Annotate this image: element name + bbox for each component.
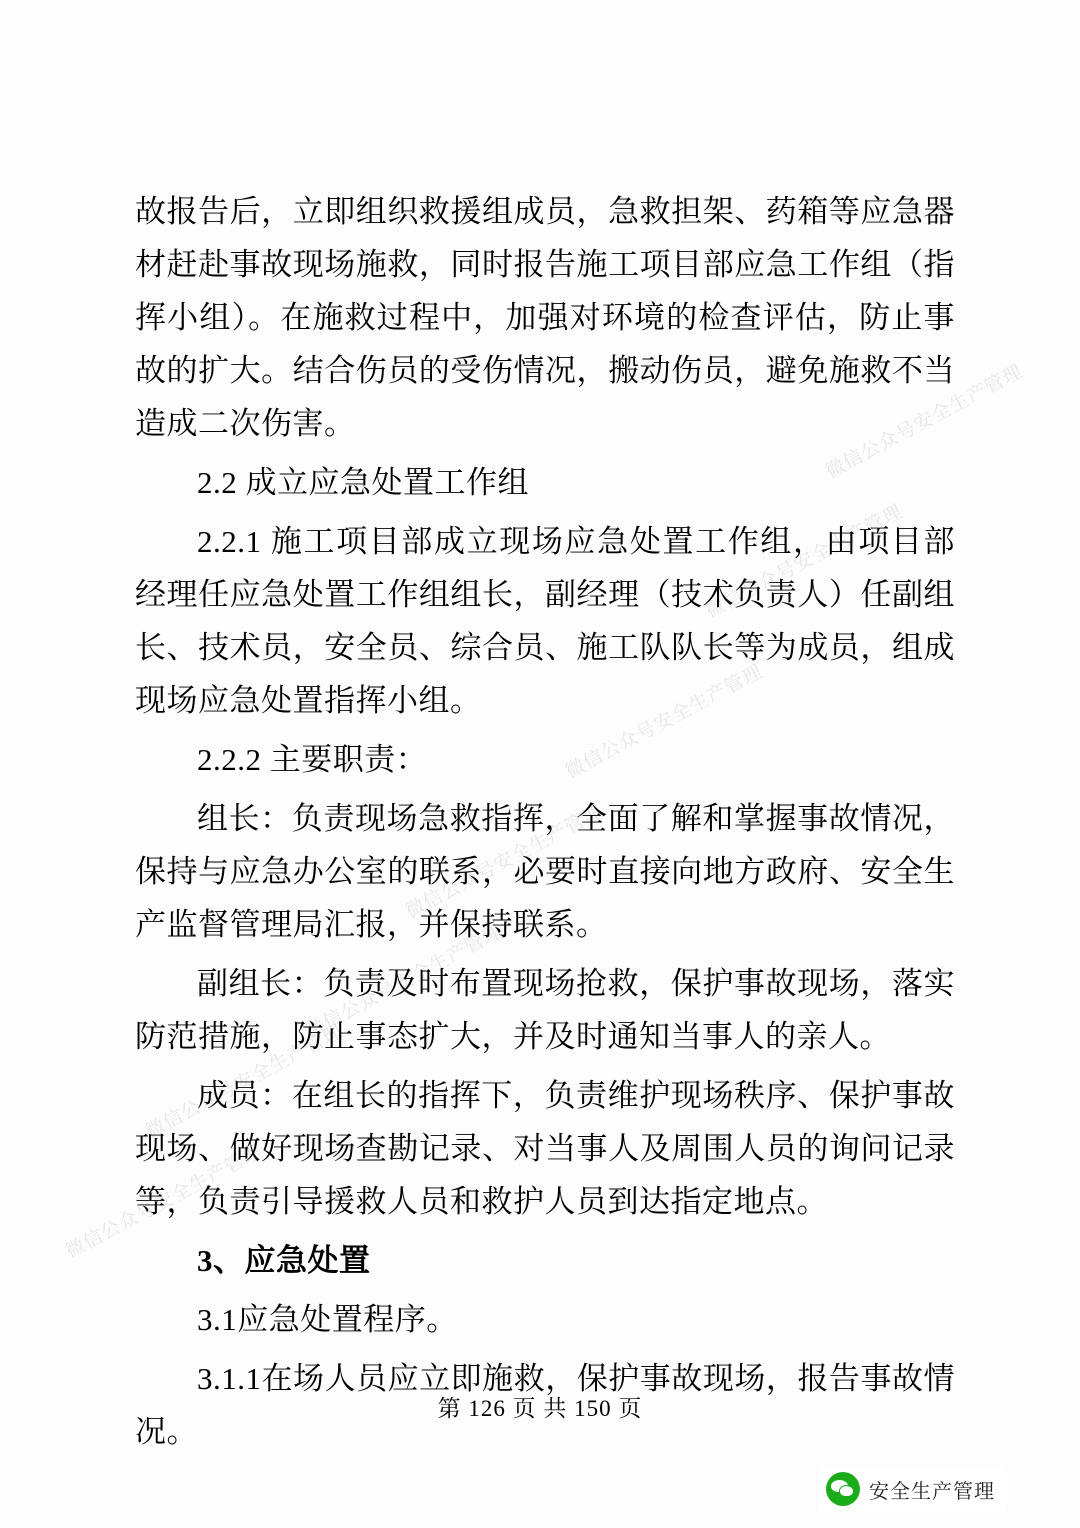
paragraph-leader-duty: 组长：负责现场急救指挥，全面了解和掌握事故情况，保持与应急办公室的联系，必要时直接向地方政府、安全生产监督管理局汇报，并保持联系。 [135, 801, 955, 942]
paragraph-member-duty: 成员：在组长的指挥下，负责维护现场秩序、保护事故现场、做好现场查勘记录、对当事人及周围人员的询问记录等，负责引导援救人员和救护人员到达指定地点。 [135, 1078, 955, 1219]
paragraph-heading-3-1-1: 3.1.1在场人员应立即施救，保护事故现场，报告事故情况。 [135, 1361, 955, 1449]
watermark-text: 微信公众号安全生产管理 [302, 921, 507, 1043]
paragraph: 故报告后，立即组织救援组成员，急救担架、药箱等应急器材赶赴事故现场施救，同时报告施工项目部应急工作组（指挥小组）。在施救过程中，加强对环境的检查评估，防止事故的扩大。结合伤员的受伤情况，搬动伤员，避免施救不当造成二次伤害。 [135, 194, 955, 441]
watermark-text: 微信公众号安全生产管理 [822, 361, 1027, 483]
watermark-text: 微信公众号安全生产管理 [402, 801, 607, 923]
paragraph: 2.2.1 施工项目部成立现场应急处置工作组，由项目部经理任应急处置工作组组长，副经理（技术负责人）任副组长、技术员，安全员、综合员、施工队队长等为成员，组成现场应急处置指挥小组。 [135, 524, 955, 718]
paragraph-heading-2-2: 2.2 成立应急处置工作组 [197, 465, 529, 500]
wechat-icon [826, 1472, 860, 1506]
page-footer: 第 126 页 共 150 页 [437, 1396, 643, 1421]
watermark-text: 微信公众号安全生产管理 [142, 1021, 347, 1143]
wechat-account-badge [818, 1466, 1007, 1512]
watermark-text: 微信公众号安全生产管理 [562, 661, 767, 783]
paragraph-heading-2-2-2: 2.2.2 主要职责： [197, 742, 428, 777]
paragraph-heading-3-1: 3.1应急处置程序。 [197, 1302, 458, 1337]
wechat-account-label: 安全生产管理 [869, 1480, 995, 1503]
document-body [135, 185, 955, 1464]
watermark-text: 微信公众号安全生产管理 [702, 501, 907, 623]
watermark-text: 微信公众号安全生产管理 [62, 1141, 267, 1263]
paragraph-heading-3: 3、应急处置 [197, 1243, 371, 1278]
paragraph-deputy-duty: 副组长：负责及时布置现场抢救，保护事故现场，落实防范措施，防止事态扩大，并及时通知当事人的亲人。 [135, 966, 955, 1054]
